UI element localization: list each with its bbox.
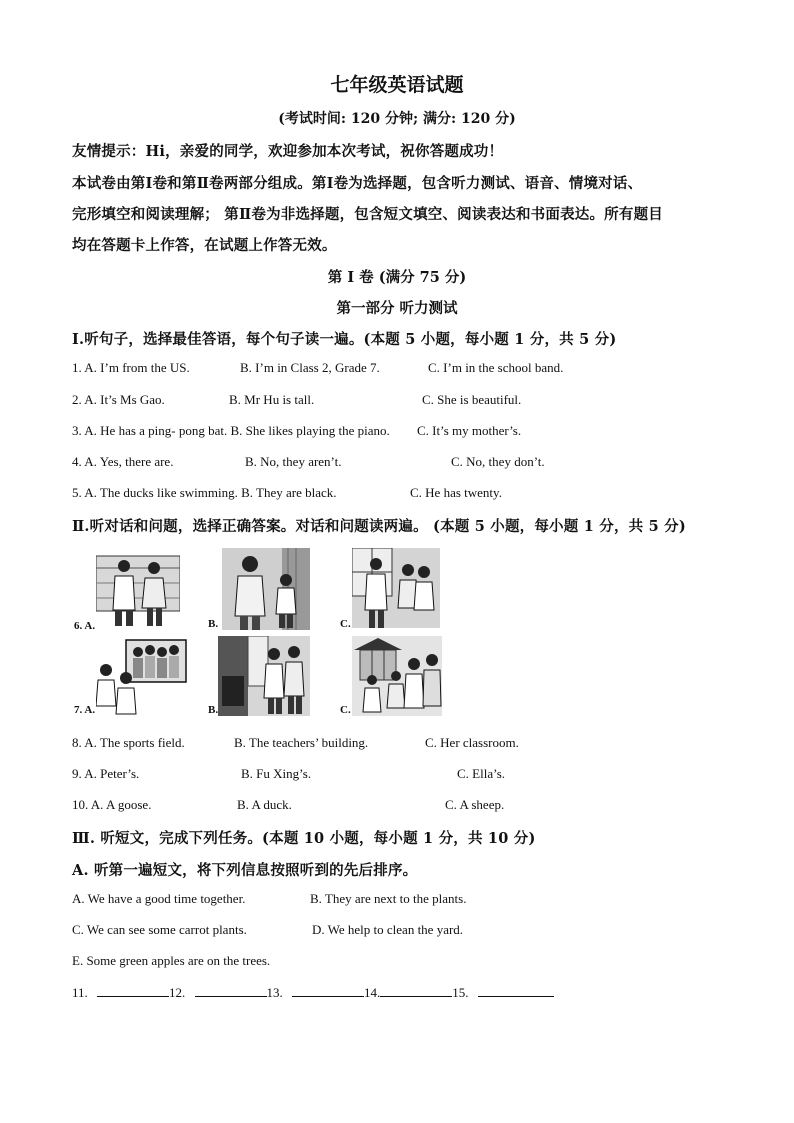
answer-blank-row — [72, 984, 554, 1001]
q6-picture-a — [96, 548, 180, 628]
q6-picture-c — [352, 548, 440, 628]
section3-task-a: A. 听第一遍短文，将下列信息按照听到的先后排序。 — [72, 862, 418, 879]
blank-15-line[interactable] — [478, 984, 554, 997]
q7-picture-b — [218, 636, 310, 716]
blank-11-number: 11. — [72, 985, 88, 1000]
q4-option-a: 4. A. Yes, there are. — [72, 454, 174, 469]
blank-14-number: 14. — [364, 985, 381, 1000]
q6-label-b: B. — [208, 618, 219, 630]
blank-15-number: 15. — [452, 985, 469, 1000]
q6-label-a: 6. A. — [74, 620, 96, 632]
volume-heading: 第 Ⅰ 卷 (满分 75 分) — [327, 269, 467, 286]
q7-label-c: C. — [340, 704, 351, 716]
q8-option-c: C. Her classroom. — [425, 735, 519, 750]
s3-option-c: C. We can see some carrot plants. — [72, 922, 247, 937]
intro-line-2: 完形填空和阅读理解； 第Ⅱ卷为非选择题，包含短文填空、阅读表达和书面表达。所有题目 — [72, 206, 663, 223]
q6-picture-b — [222, 548, 310, 630]
q7-label-b: B. — [208, 704, 219, 716]
q10-option-b: B. A duck. — [237, 797, 292, 812]
s3-option-d: D. We help to clean the yard. — [312, 922, 464, 937]
q9-option-b: B. Fu Xing’s. — [241, 766, 312, 781]
section3-heading: Ⅲ. 听短文，完成下列任务。(本题 10 小题，每小题 1 分，共 10 分) — [72, 830, 536, 847]
q5-option-ab: 5. A. The ducks like swimming. B. They are black. — [72, 485, 337, 500]
s3-option-e: E. Some green apples are on the trees. — [72, 953, 271, 968]
q2-option-a: 2. A. It’s Ms Gao. — [72, 392, 165, 407]
blank-12-number: 12. — [169, 985, 186, 1000]
blank-13-line[interactable] — [292, 984, 364, 997]
q6-label-c: C. — [340, 618, 351, 630]
q4-option-b: B. No, they aren’t. — [245, 454, 342, 469]
q2-option-b: B. Mr Hu is tall. — [229, 392, 315, 407]
blank-11-line[interactable] — [97, 984, 169, 997]
q2-option-c: C. She is beautiful. — [422, 392, 522, 407]
q10-option-c: C. A sheep. — [445, 797, 505, 812]
exam-info: (考试时间: 120 分钟; 满分: 120 分) — [278, 111, 516, 127]
q10-option-a: 10. A. A goose. — [72, 797, 152, 812]
q5-option-c: C. He has twenty. — [410, 485, 502, 500]
q1-option-a: 1. A. I’m from the US. — [72, 360, 190, 375]
intro-line-3: 均在答题卡上作答，在试题上作答无效。 — [72, 237, 337, 254]
q9-option-a: 9. A. Peter’s. — [72, 766, 140, 781]
q9-option-c: C. Ella’s. — [457, 766, 506, 781]
blank-14-line[interactable] — [380, 984, 452, 997]
s3-option-b: B. They are next to the plants. — [310, 891, 467, 906]
section2-heading: Ⅱ.听对话和问题，选择正确答案。对话和问题读两遍。 (本题 5 小题，每小题 1 分，共 5 分) — [72, 518, 686, 535]
q7-picture-c — [352, 636, 442, 716]
page-title: 七年级英语试题 — [330, 74, 464, 96]
q1-option-c: C. I’m in the school band. — [428, 360, 564, 375]
q7-label-a: 7. A. — [74, 704, 96, 716]
q1-option-b: B. I’m in Class 2, Grade 7. — [240, 360, 380, 375]
friendly-tip: 友情提示：Hi，亲爱的同学，欢迎参加本次考试，祝你答题成功！ — [72, 143, 504, 160]
blank-13-number: 13. — [266, 985, 283, 1000]
blank-12-line[interactable] — [195, 984, 267, 997]
q3-option-ab: 3. A. He has a ping- pong bat. B. She likes playing the piano. — [72, 423, 390, 438]
q8-option-a: 8. A. The sports field. — [72, 735, 185, 750]
s3-option-a: A. We have a good time together. — [72, 891, 246, 906]
intro-line-1: 本试卷由第Ⅰ卷和第Ⅱ卷两部分组成。第Ⅰ卷为选择题，包含听力测试、语音、情境对话、 — [72, 175, 643, 192]
q3-option-c: C. It’s my mother’s. — [417, 423, 522, 438]
q8-option-b: B. The teachers’ building. — [234, 735, 369, 750]
part-heading: 第一部分 听力测试 — [336, 300, 458, 317]
section1-heading: Ⅰ.听句子，选择最佳答语，每个句子读一遍。(本题 5 小题，每小题 1 分，共 5 分) — [72, 331, 617, 348]
q7-picture-a — [96, 636, 188, 716]
q4-option-c: C. No, they don’t. — [451, 454, 545, 469]
